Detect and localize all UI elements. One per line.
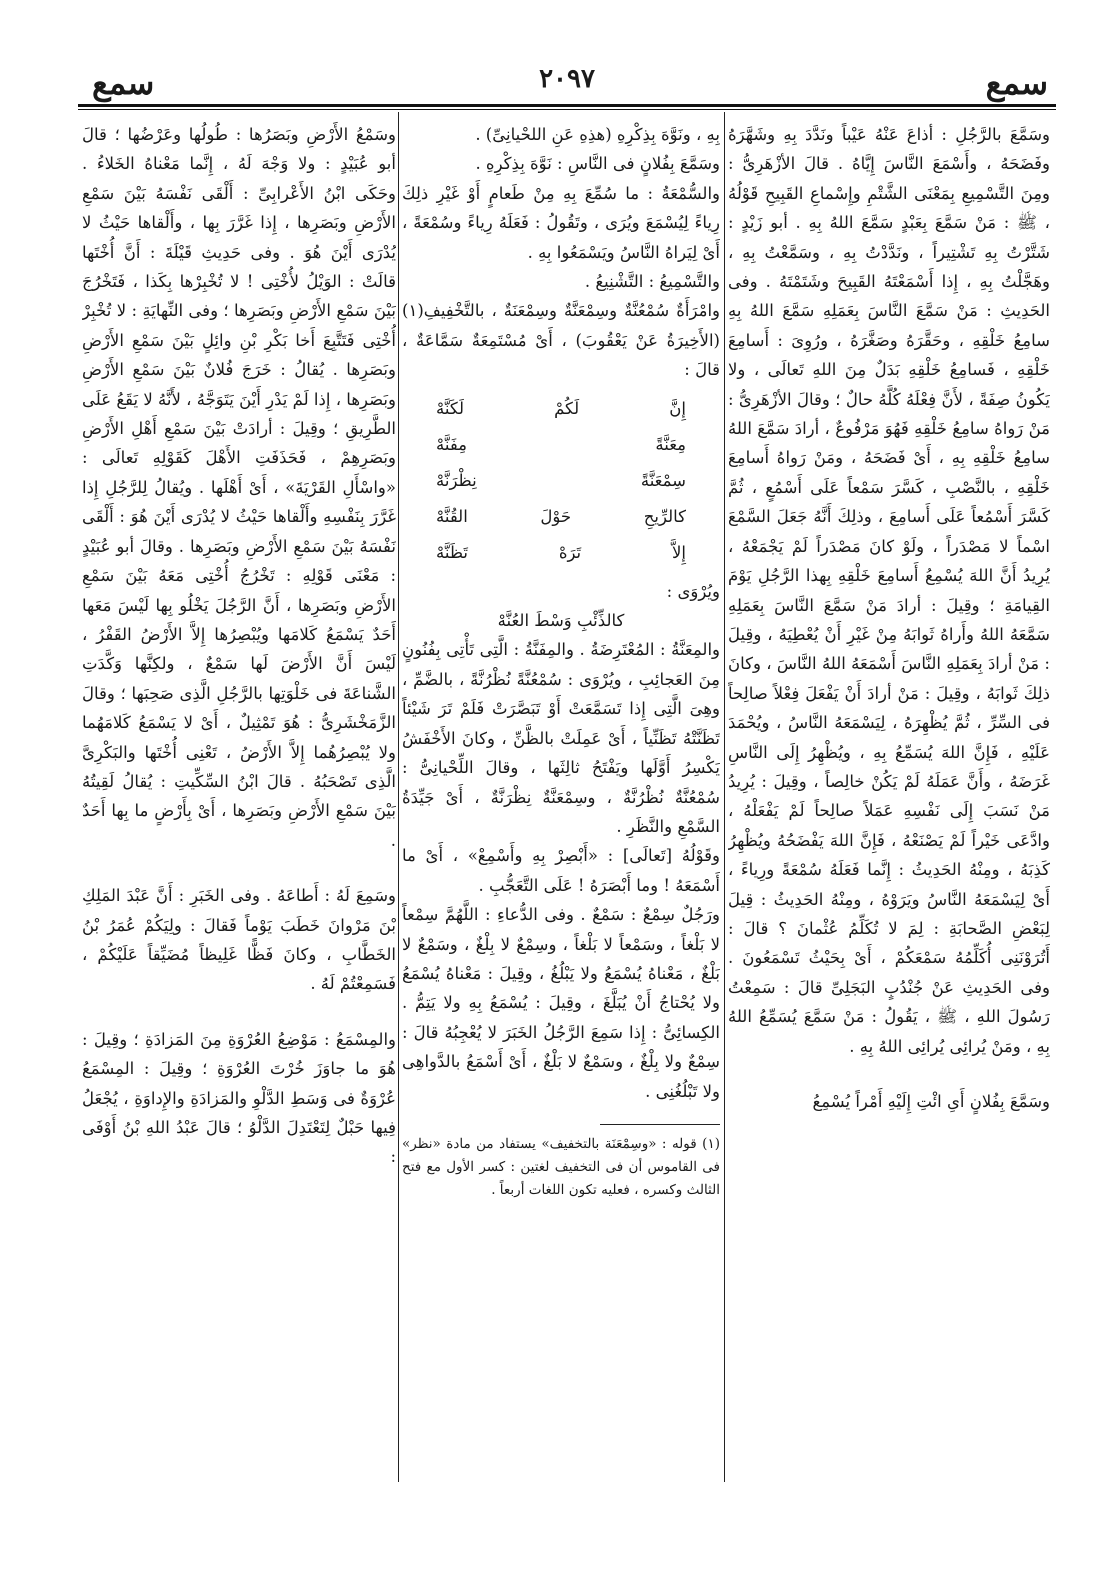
verse-word: حَوْلَ <box>540 506 572 526</box>
footnote-rule <box>600 1124 720 1125</box>
column-divider-left <box>398 112 399 1482</box>
verse-word: تَرَهْ <box>558 542 582 562</box>
column-middle <box>402 120 720 1485</box>
verse-word: مِعَنَّةً <box>655 434 686 454</box>
paragraph: والسُّمْعَةُ : ما سُمِّعَ بِهِ مِنْ طَعامٍ أَوْ غَيْرِ ذلِكَ رِياءً لِيُسْمَعَ ويُرَى ، وتَقُولُ : فَعَلَهُ رِياءً وسُمْعَةً ، أَىْ لِيَراهُ النَّاسُ ويَسْمَعُوا بِهِ . <box>402 183 720 262</box>
page-number: ٢٠٩٧ <box>539 64 595 94</box>
header-rule <box>78 104 1056 107</box>
verse-word: إِلاَّ <box>672 542 686 562</box>
column-divider-right <box>724 112 725 1482</box>
verse-word: كالرِّيحِ <box>643 506 686 526</box>
paragraph: بِهِ ، ونَوَّهَ بِذِكْرِهِ (هذِهِ عَنِ اللحْيانِىِّ) . <box>475 125 720 144</box>
verse-word: تَظَنَّهْ <box>436 542 468 562</box>
column-left <box>82 120 396 1485</box>
verse-word: إِنَّ <box>669 398 686 418</box>
verse-word: نِظْرَنَّهْ <box>436 470 477 490</box>
paragraph: والتَّسْمِيعُ : التَّشْنِيعُ . <box>584 272 720 292</box>
verse-line <box>402 427 720 463</box>
paragraph: وقَوْلُهُ [تَعالَى] : «أَبْصِرْ بِهِ وأَسْمِعْ» ، أَىْ ما أَسْمَعَهُ ! وما أَبْصَرَهُ ! عَلَى التَّعَجُّبِ . <box>402 846 720 895</box>
verse-word: سِمْعَنَّةً <box>640 470 686 490</box>
verse-word: لَكَنَّهْ <box>436 398 464 418</box>
poetry-verse <box>402 391 720 571</box>
paragraph: وامْرَأَةٌ سُمْعُنَّةٌ وسِمْعَنَّةٌ وسِمْعَنَةٌ ، بالتَّخْفِيفِ(١) (الأَخِيرَةُ عَنْ يَعْقُوبَ) ، أَىْ مُسْتَمِعَةٌ سَمَّاعَةٌ ، قالَ : <box>402 301 720 380</box>
footnote: (١) قوله : «وسِمْعَنَة بالتخفيف» يستفاد من مادة «نظر» فى القاموس أن فى التخفيف لغتين : كسر الأول مع فتح الثالث وكسره ، فعليه تكون اللغات أربعاً . <box>402 1135 720 1198</box>
paragraph: والمِعَنَّةُ : المُعْتَرِضَةُ . والمِفَنَّةُ : الَّتِى تَأْتِى بِفُنُونٍ مِنَ العَجائِبِ ، ويُرْوَى : سُمْعُنَّةً نُظْرُنَّةً ، بالضَّمِّ ، وهِىَ الَّتِى إِذا تَسَمَّعَتْ أَوْ تَبَصَّرَتْ فَلَمْ تَرَ شَيْئاً تَظَنَّتْهُ تَظَنِّياً ، أَىْ عَمِلَتْ بالظَّنِّ ، وكانَ الأَخْفَشُ يَكْسِرُ أَوَّلَها ويَفْتَحُ ثالِثَها ، وقالَ اللِّحْيانِىُّ : سُمْعُنَّةٌ نُظْرُنَّةٌ ، وسِمْعَنَّةٌ نِظْرَنَّةٌ ، أَىْ جَيِّدَةُ السَّمْعِ والنَّظَرِ . <box>402 640 720 836</box>
paragraph: وسَمَّعَ بِفُلانٍ أَىِ ائْتِ إِلَيْهِ أَمْراً يُسْمِعُ <box>812 1092 1050 1111</box>
running-headword-right: سمع <box>985 64 1048 102</box>
paragraph: ويُرْوَى : <box>666 581 720 601</box>
paragraph: وسَمِعَ لَهُ : أَطاعَهُ . وفى الخَبَرِ : أَنَّ عَبْدَ المَلِكِ بْنَ مَرْوانَ خَطَبَ يَوْماً فَقالَ : ولِيَكُمْ عُمَرُ بْنُ الخَطَّابِ ، وكانَ فَظًّا غَلِيظاً مُضَيِّقاً عَلَيْكُمْ ، فَسَمِعْتُمْ لَهُ . <box>82 886 396 994</box>
header-rule-thin <box>78 109 1056 110</box>
verse-line <box>402 463 720 499</box>
verse-line <box>402 499 720 535</box>
verse-word: القُنَّهْ <box>436 506 468 526</box>
paragraph: ورَجُلٌ سِمْعٌ : سَمْعٌ . وفى الدُّعاءِ : اللَّهُمَّ سِمْعاً لا بَلْغاً ، وسَمْعاً لا بَلْغاً ، وسِمْعٌ لا بِلْغٌ ، وسَمْعٌ لا بَلْغٌ ، مَعْناهُ يُسْمَعُ ولا يَبْلُغُ ، وقِيلَ : مَعْناهُ يُسْمَعُ ولا يُحْتاجُ أَنْ يُبَلَّغَ ، وقِيلَ : يُسْمَعُ بِهِ ولا يَتِمُّ . الكِسائِىُّ : إِذا سَمِعَ الرَّجُلُ الخَبَرَ لا يُعْجِبُهُ قالَ : سِمْعٌ ولا بِلْغٌ ، وسَمْعٌ لا بَلْغٌ ، أَىْ أَسْمَعُ بالدَّواهِى ولا تَبْلُغُنِى . <box>402 905 720 1101</box>
verse-line <box>402 535 720 571</box>
paragraph: والمِسْمَعُ : مَوْضِعُ العُرْوَةِ مِنَ المَزادَةِ ؛ وقِيلَ : هُوَ ما جاوَزَ خُرْتَ العُرْوَةِ ؛ وقِيلَ : المِسْمَعُ عُرْوَةٌ فى وَسَطِ الدَّلْوِ والمَزادَةِ والإِداوَةِ ، يُجْعَلُ فِيها حَبْلٌ لِتَعْتَدِلَ الدَّلْوُ ؛ قالَ عَبْدُ اللهِ بْنُ أَوْفَى : <box>82 1029 396 1167</box>
column-right <box>728 120 1050 1485</box>
verse-word: مِفَنَّهْ <box>436 434 468 454</box>
paragraph: وسَمَّعَ بِفُلانٍ فى النَّاسِ : نَوَّهَ بِذِكْرِهِ . <box>475 154 720 174</box>
paragraph: وسَمْعُ الأَرْضِ وبَصَرُها : طُولُها وعَرْضُها ؛ قالَ أبو عُبَيْدٍ : ولا وَجْهَ لَهُ ، إِنَّما مَعْناهُ الخَلاءُ . وحَكَى ابْنُ الأَعْرابِىِّ : أَلْقَى نَفْسَهُ بَيْنَ سَمْعِ الأَرْضِ وبَصَرِها ، إِذا غَرَّرَ بِها ، وأَلْقاها حَيْثُ لا يُدْرَى أَيْنَ هُوَ . وفى حَدِيثِ قَيْلَةَ : أَنَّ أُخْتَها قالَتْ : الوَيْلُ لأُخْتِى ! لا تُخْبِرْها بِكَذا ، فَتَخْرُجَ بَيْنَ سَمْعِ الأَرْضِ وبَصَرِها ؛ وفى النِّهايَةِ : لا تُخْبِرْ أُخْتِى فَتَتَّبِعَ أَخا بَكْرِ بْنِ وائِلٍ بَيْنَ سَمْعِ الأَرْضِ وبَصَرِها . يُقالُ : خَرَجَ فُلانٌ بَيْنَ سَمْعِ الأَرْضِ وبَصَرِها ، إِذا لَمْ يَدْرِ أَيْنَ يَتَوَجَّهُ ، لأَنَّهُ لا يَقَعُ عَلَى الطَّرِيقِ ؛ وقِيلَ : أرادَتْ بَيْنَ سَمْعِ أَهْلِ الأَرْضِ وبَصَرِهِمْ ، فَحَذَفَتِ الأَهْلَ كَقَوْلِهِ تَعالَى : «واسْأَلِ القَرْيَةَ» ، أَىْ أَهْلَها . ويُقالُ لِلرَّجُلِ إِذا غَرَّرَ بِنَفْسِهِ وأَلْقاها حَيْثُ لا يُدْرَى أَيْنَ هُوَ : أَلْقَى نَفْسَهُ بَيْنَ سَمْعِ الأَرْضِ وبَصَرِها . وقالَ أبو عُبَيْدٍ : مَعْنَى قَوْلِهِ : تَخْرُجُ أُخْتِى مَعَهُ بَيْنَ سَمْعِ الأَرْضِ وبَصَرِها ، أَنَّ الرَّجُلَ يَخْلُو بِها لَيْسَ مَعَها أَحَدٌ يَسْمَعُ كَلامَها ويُبْصِرُها إِلاَّ الأَرْضُ القَفْرُ ، لَيْسَ أَنَّ الأَرْضَ لَها سَمْعٌ ، ولكِنَّها وَكَّدَتِ الشَّناعَةَ فى خَلْوَتِها بالرَّجُلِ الَّذِى صَحِبَها ؛ وقالَ الزَّمَخْشَرِىُّ : هُوَ تَمْثِيلٌ ، أَىْ لا يَسْمَعُ كَلامَهُما ولا يُبْصِرُهُما إِلاَّ الأَرْضُ ، تَعْنِى أُخْتَها والبَكْرِىَّ الَّذِى تَصْحَبُهُ . قالَ ابْنُ السِّكِّيتِ : يُقالُ لَقِيتُهُ بَيْنَ سَمْعِ الأَرْضِ وبَصَرِها ، أَىْ بِأَرْضٍ ما بِها أَحَدٌ . <box>82 125 396 850</box>
running-headword-left: سمع <box>92 64 155 102</box>
verse-line <box>402 391 720 427</box>
verse-word: لَكُمْ <box>554 398 580 418</box>
verse-variant: كالذِّئْبِ وَسْطَ العُنَّهْ <box>497 611 625 631</box>
page-header <box>78 50 1056 108</box>
paragraph: وسَمَّعَ بالرَّجُلِ : أذاعَ عَنْهُ عَيْباً ونَدَّدَ بِهِ وشَهَّرَهُ وفَضَحَهُ ، وأَسْمَعَ النَّاسَ إِيَّاهُ . قالَ الأزْهَرِىُّ : ومِنَ التَّسْمِيعِ بِمَعْنَى الشَّتْمِ وإِسْماعِ القَبِيحِ قَوْلُهُ ، ﷺ : مَنْ سَمَّعَ بِعَبْدٍ سَمَّعَ اللهُ بِهِ . أبو زَيْدٍ : شَتَّرْتُ بِهِ تَشْتِيراً ، ونَدَّدْتُ بِهِ ، وسَمَّعْتُ بِهِ ، وهَجَّلْتُ بِهِ ، إِذا أَسْمَعْتَهُ القَبِيحَ وشَتَمْتَهُ . وفى الحَدِيثِ : مَنْ سَمَّعَ النَّاسَ بِعَمَلِهِ سَمَّعَ اللهُ بِهِ سامِعُ خَلْقِهِ ، وحَقَّرَهُ وصَغَّرَهُ ، ورُوِىَ : أَسامِعَ خَلْقِهِ ، فَسامِعُ خَلْقِهِ بَدَلٌ مِنَ اللهِ تَعالَى ، ولا يَكُونُ صِفَةً ، لأَنَّ فِعْلَهُ كُلَّهُ حالٌ ؛ وقالَ الأزْهَرِىُّ : مَنْ رَواهُ سامِعُ خَلْقِهِ فَهُوَ مَرْفُوعٌ ، أرادَ سَمَّعَ اللهُ سامِعُ خَلْقِهِ بِهِ ، أَىْ فَضَحَهُ ، ومَنْ رَواهُ أَسامِعَ خَلْقِهِ ، بالنَّصْبِ ، كَسَّرَ سَمْعاً عَلَى أَسْمُعٍ ، ثُمَّ كَسَّرَ أَسْمُعاً عَلَى أَسامِعَ ، وذلِكَ أَنَّهُ جَعَلَ السَّمْعَ اسْماً لا مَصْدَراً ، ولَوْ كانَ مَصْدَراً لَمْ يَجْمَعْهُ ، يُرِيدُ أَنَّ اللهَ يُسْمِعُ أَسامِعَ خَلْقِهِ بِهذا الرَّجُلِ يَوْمَ القِيامَةِ ؛ وقِيلَ : أرادَ مَنْ سَمَّعَ النَّاسَ بِعَمَلِهِ سَمَّعَهُ اللهُ وأَراهُ ثَوابَهُ مِنْ غَيْرِ أَنْ يُعْطِيَهُ ، وقِيلَ : مَنْ أرادَ بِعَمَلِهِ النَّاسَ أَسْمَعَهُ اللهُ النَّاسَ ، وكانَ ذلِكَ ثَوابَهُ ، وقِيلَ : مَنْ أرادَ أَنْ يَفْعَلَ فِعْلاً صالِحاً فى السِّرِّ ، ثُمَّ يُظْهِرَهُ ، لِيَسْمَعَهُ النَّاسُ ، ويُحْمَدَ عَلَيْهِ ، فَإِنَّ اللهَ يُسَمِّعُ بِهِ ، ويُظْهِرُ إِلَى النَّاسِ غَرَضَهُ ، وأَنَّ عَمَلَهُ لَمْ يَكُنْ خالِصاً ، وقِيلَ : يُرِيدُ مَنْ نَسَبَ إِلَى نَفْسِهِ عَمَلاً صالِحاً لَمْ يَفْعَلْهُ ، وادَّعَى خَيْراً لَمْ يَصْنَعْهُ ، فَإِنَّ اللهَ يَفْضَحُهُ ويُظْهِرُ كَذِبَهُ ، ومِنْهُ الحَدِيثُ : إِنَّما فَعَلَهُ سُمْعَةً ورِياءً ، أَىْ لِيَسْمَعَهُ النَّاسُ ويَرَوْهُ ، ومِنْهُ الحَدِيثُ : قِيلَ لِبَعْضِ الصَّحابَةِ : لِمَ لا تُكَلِّمُ عُثْمانَ ؟ قالَ : أَتُرَوْنَنِى أُكَلِّمُهُ سَمْعَكُمْ ، أَىْ بِحَيْثُ تَسْمَعُونَ . وفى الحَدِيثِ عَنْ جُنْدُبٍ البَجَلِىِّ قالَ : سَمِعْتُ رَسُولَ اللهِ ، ﷺ ، يَقُولُ : مَنْ سَمَّعَ يُسَمِّعُ اللهُ بِهِ ، ومَنْ يُرائِى يُرائِى اللهُ بِهِ . <box>728 125 1050 1056</box>
